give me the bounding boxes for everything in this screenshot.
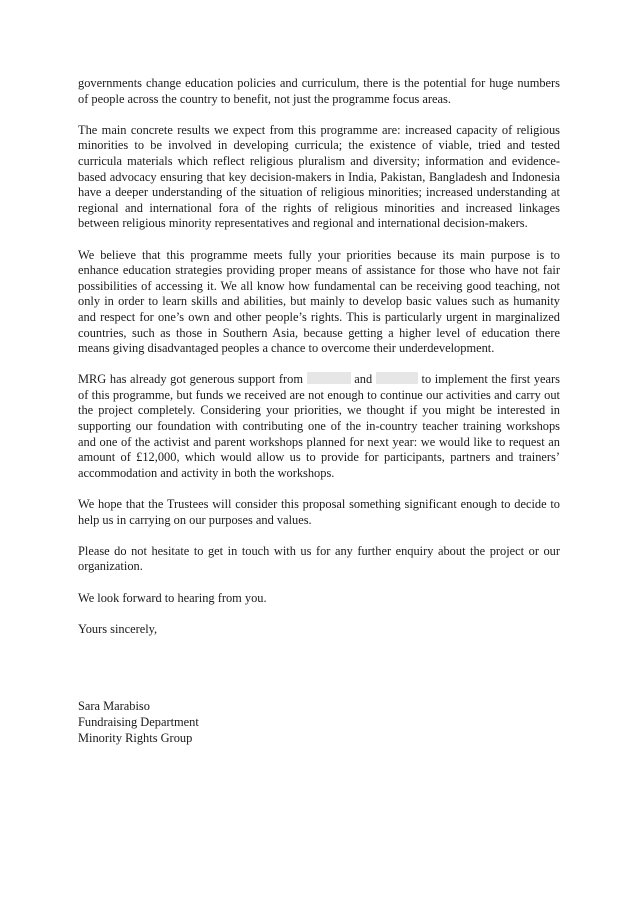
mrg-support-text-start: MRG has already got generous support from xyxy=(78,372,307,387)
closing-salutation: Yours sincerely, xyxy=(78,621,158,636)
paragraph-concrete-results: The main concrete results we expect from this programme are: increased capacity of religious minorities to be involved in developing curricula; the existence of viable, tried and tested curricula materials which reflect religious pluralism and diversity; information and evidence-based advocacy ensuring that key decision-makers in India, Pakistan, Bangladesh and Indonesia have a deeper understanding of the situation of religious minorities; increased understanding at regional and international fora of the rights of religious minorities and increased linkages between religious minority representatives and regional and international decision-makers. xyxy=(78,122,560,231)
paragraph-mrg-support xyxy=(78,372,560,481)
redacted-funder-1 xyxy=(307,372,351,384)
paragraph-look-forward: We look forward to hearing from you. xyxy=(78,590,267,605)
signer-organization: Minority Rights Group xyxy=(78,730,193,745)
signature-block xyxy=(78,699,560,746)
letter-body xyxy=(78,76,560,746)
paragraph-education-policies: governments change education policies and curriculum, there is the potential for huge numbers of people across the country to benefit, not just the programme focus areas. xyxy=(78,76,560,106)
signer-name: Sara Marabiso xyxy=(78,699,150,714)
signature-space xyxy=(78,637,560,699)
mrg-support-text-and: and xyxy=(350,372,376,387)
redacted-funder-2 xyxy=(376,372,418,384)
signer-department: Fundraising Department xyxy=(78,714,199,729)
mrg-support-text-end: to implement the first years of this programme, but funds we received are not enough to continue our activities and carry out the project completely. Considering your priorities, we thought if you might be interested in supporting our foundation with contributing one of the in-country teacher training workshops and one of the activist and parent workshops planned for next year: we would like to request an amount of £12,000, which would allow us to provide for participants, partners and trainers’ accommodation and activity in both the workshops. xyxy=(78,372,560,480)
paragraph-contact: Please do not hesitate to get in touch with us for any further enquiry about the project or our organization. xyxy=(78,543,560,574)
paragraph-priorities: We believe that this programme meets fully your priorities because its main purpose is to enhance education strategies providing proper means of assistance for those who have not fair possibilities of accessing it. We all know how fundamental can be receiving good teaching, not only in order to learn skills and abilities, but mainly to develop basic values such as humanity and respect for one’s own and other people’s rights. This is particularly urgent in marginalized countries, such as those in Southern Asia, because getting a higher level of education there means giving disadvantaged peoples a chance to overcome their underdevelopment. xyxy=(78,247,560,356)
paragraph-trustees: We hope that the Trustees will consider this proposal something significant enough to decide to help us in carrying on our purposes and values. xyxy=(78,497,560,527)
